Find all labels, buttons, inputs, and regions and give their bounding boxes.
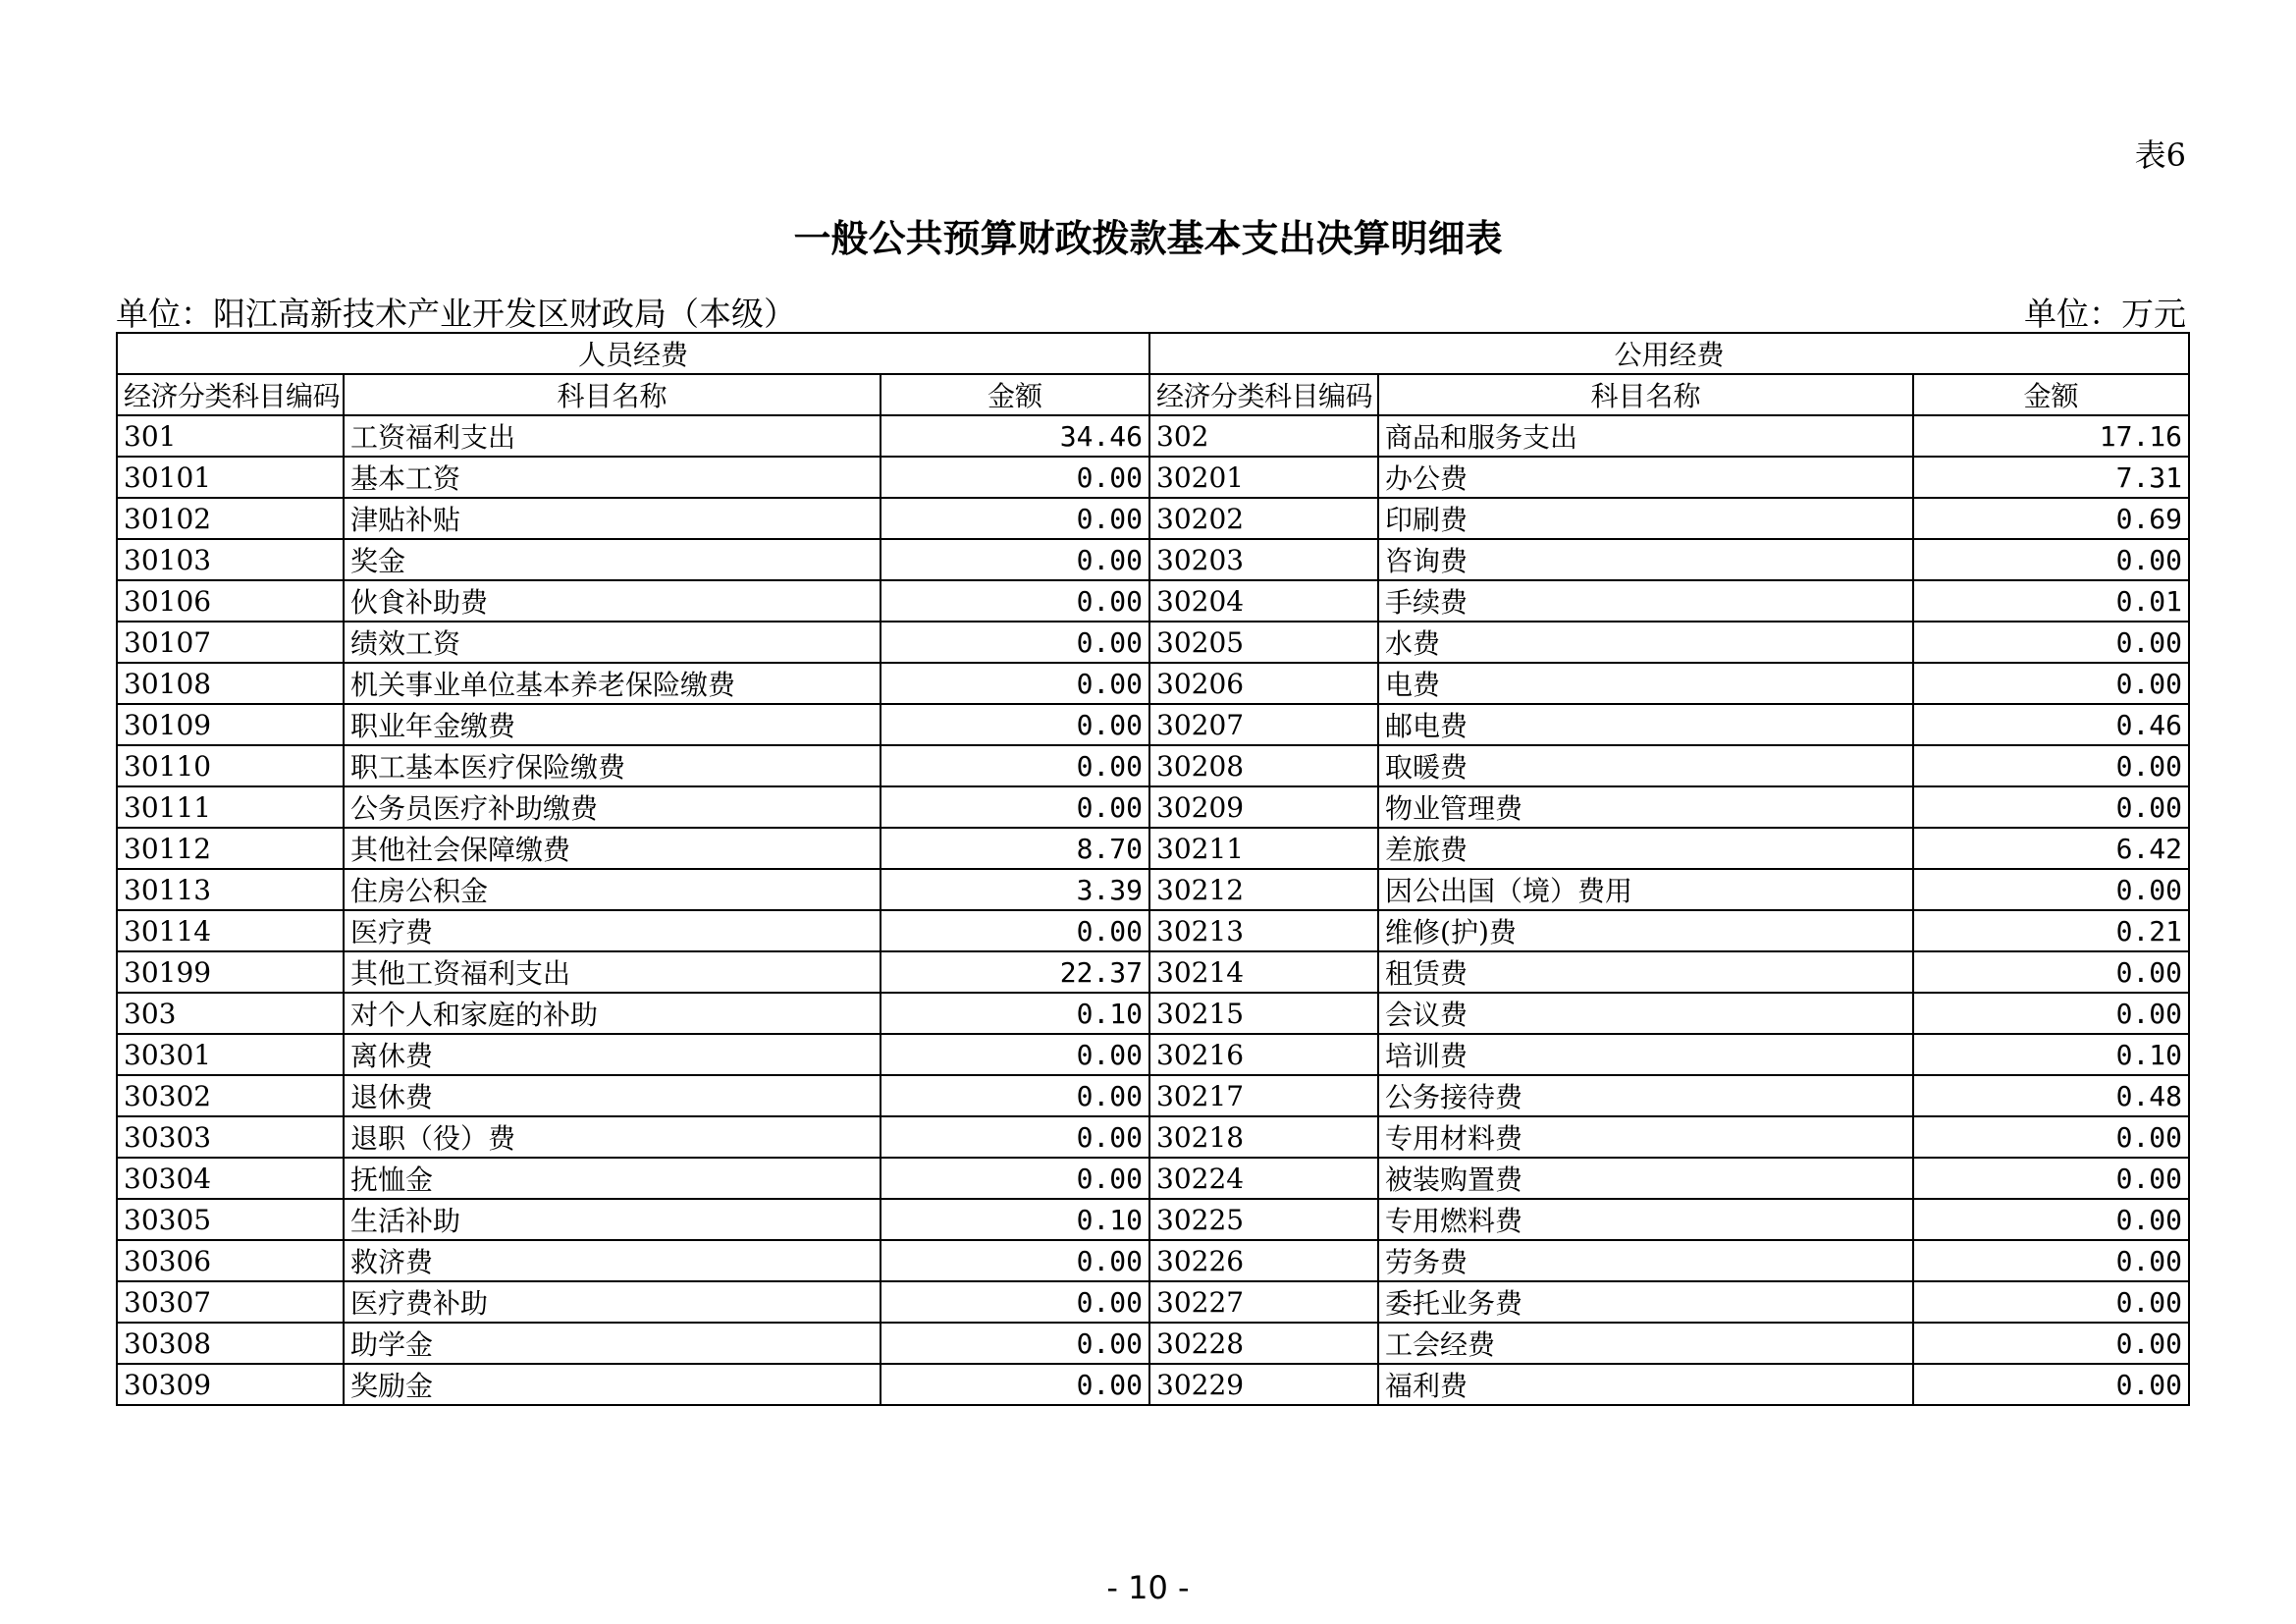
table-row: [117, 869, 2189, 910]
table-row: [117, 539, 2189, 580]
left-name-cell: 绩效工资: [344, 622, 881, 663]
right-amount-cell: 0.00: [1913, 539, 2189, 580]
right-name-header: 科目名称: [1378, 374, 1913, 415]
table-row: [117, 1240, 2189, 1281]
unit-organization: 单位：阳江高新技术产业开发区财政局（本级）: [116, 295, 796, 333]
right-code-cell: 30208: [1149, 745, 1378, 786]
right-name-cell: 商品和服务支出: [1378, 415, 1913, 457]
left-name-cell: 津贴补贴: [344, 498, 881, 539]
right-code-cell: 30211: [1149, 828, 1378, 869]
left-amount-cell: 0.00: [881, 1281, 1149, 1323]
left-amount-cell: 3.39: [881, 869, 1149, 910]
left-code-cell: 30114: [117, 910, 344, 951]
right-name-cell: 邮电费: [1378, 704, 1913, 745]
left-amount-cell: 0.00: [881, 1034, 1149, 1075]
right-amount-cell: 0.00: [1913, 869, 2189, 910]
right-amount-cell: 0.69: [1913, 498, 2189, 539]
left-name-cell: 基本工资: [344, 457, 881, 498]
left-code-cell: 30112: [117, 828, 344, 869]
right-code-cell: 30215: [1149, 993, 1378, 1034]
right-code-cell: 30213: [1149, 910, 1378, 951]
table-row: [117, 951, 2189, 993]
right-code-cell: 30201: [1149, 457, 1378, 498]
left-amount-cell: 0.00: [881, 910, 1149, 951]
right-amount-cell: 0.01: [1913, 580, 2189, 622]
left-code-cell: 30109: [117, 704, 344, 745]
left-name-cell: 其他社会保障缴费: [344, 828, 881, 869]
table-number: 表6: [2134, 136, 2186, 174]
left-code-cell: 30102: [117, 498, 344, 539]
group-header-row: [117, 333, 2189, 374]
right-name-cell: 培训费: [1378, 1034, 1913, 1075]
right-code-cell: 30217: [1149, 1075, 1378, 1116]
table-row: [117, 1075, 2189, 1116]
left-code-cell: 30303: [117, 1116, 344, 1158]
left-amount-cell: 0.00: [881, 1075, 1149, 1116]
right-name-cell: 水费: [1378, 622, 1913, 663]
right-name-cell: 物业管理费: [1378, 786, 1913, 828]
left-code-cell: 30304: [117, 1158, 344, 1199]
left-name-cell: 其他工资福利支出: [344, 951, 881, 993]
left-amount-cell: 0.00: [881, 663, 1149, 704]
left-name-cell: 医疗费补助: [344, 1281, 881, 1323]
right-amount-cell: 17.16: [1913, 415, 2189, 457]
left-amount-cell: 0.00: [881, 1116, 1149, 1158]
table-row: [117, 1199, 2189, 1240]
left-code-cell: 30309: [117, 1364, 344, 1405]
right-code-cell: 30225: [1149, 1199, 1378, 1240]
right-name-cell: 工会经费: [1378, 1323, 1913, 1364]
right-code-cell: 30229: [1149, 1364, 1378, 1405]
left-code-cell: 30111: [117, 786, 344, 828]
table-row: [117, 457, 2189, 498]
right-amount-cell: 0.46: [1913, 704, 2189, 745]
right-amount-cell: 0.00: [1913, 1199, 2189, 1240]
left-code-header: 经济分类科目编码: [117, 374, 344, 415]
left-code-cell: 30103: [117, 539, 344, 580]
left-amount-cell: 34.46: [881, 415, 1149, 457]
right-amount-cell: 0.00: [1913, 1323, 2189, 1364]
table-row: [117, 1364, 2189, 1405]
left-name-cell: 奖金: [344, 539, 881, 580]
left-name-cell: 奖励金: [344, 1364, 881, 1405]
right-code-cell: 302: [1149, 415, 1378, 457]
right-amount-cell: 0.00: [1913, 1281, 2189, 1323]
left-name-cell: 生活补助: [344, 1199, 881, 1240]
right-name-cell: 委托业务费: [1378, 1281, 1913, 1323]
right-name-cell: 会议费: [1378, 993, 1913, 1034]
public-group-header: 公用经费: [1149, 333, 2189, 374]
expenditure-detail-table: [116, 332, 2190, 1406]
table-row: [117, 415, 2189, 457]
unit-currency: 单位：万元: [2024, 295, 2186, 333]
table-row: [117, 745, 2189, 786]
left-amount-header: 金额: [881, 374, 1149, 415]
right-amount-cell: 0.00: [1913, 745, 2189, 786]
right-amount-cell: 0.00: [1913, 1364, 2189, 1405]
right-code-cell: 30228: [1149, 1323, 1378, 1364]
left-amount-cell: 0.10: [881, 993, 1149, 1034]
left-name-cell: 对个人和家庭的补助: [344, 993, 881, 1034]
table-row: [117, 663, 2189, 704]
right-name-cell: 劳务费: [1378, 1240, 1913, 1281]
right-code-cell: 30204: [1149, 580, 1378, 622]
right-name-cell: 电费: [1378, 663, 1913, 704]
left-amount-cell: 0.00: [881, 1158, 1149, 1199]
left-name-cell: 职业年金缴费: [344, 704, 881, 745]
left-name-cell: 工资福利支出: [344, 415, 881, 457]
right-amount-cell: 7.31: [1913, 457, 2189, 498]
right-amount-cell: 0.00: [1913, 622, 2189, 663]
right-amount-cell: 0.00: [1913, 786, 2189, 828]
left-amount-cell: 0.00: [881, 1364, 1149, 1405]
left-amount-cell: 8.70: [881, 828, 1149, 869]
right-amount-cell: 0.00: [1913, 993, 2189, 1034]
right-name-cell: 印刷费: [1378, 498, 1913, 539]
left-code-cell: 30107: [117, 622, 344, 663]
right-name-cell: 手续费: [1378, 580, 1913, 622]
table-row: [117, 786, 2189, 828]
left-name-cell: 退休费: [344, 1075, 881, 1116]
table-row: [117, 498, 2189, 539]
left-code-cell: 30301: [117, 1034, 344, 1075]
personnel-group-header: 人员经费: [117, 333, 1149, 374]
right-code-cell: 30202: [1149, 498, 1378, 539]
right-code-cell: 30206: [1149, 663, 1378, 704]
left-code-cell: 30306: [117, 1240, 344, 1281]
left-amount-cell: 0.00: [881, 498, 1149, 539]
left-code-cell: 30308: [117, 1323, 344, 1364]
right-name-cell: 专用材料费: [1378, 1116, 1913, 1158]
left-code-cell: 30199: [117, 951, 344, 993]
left-name-cell: 伙食补助费: [344, 580, 881, 622]
right-amount-cell: 0.21: [1913, 910, 2189, 951]
left-name-cell: 医疗费: [344, 910, 881, 951]
left-code-cell: 301: [117, 415, 344, 457]
right-amount-cell: 0.00: [1913, 1240, 2189, 1281]
left-code-cell: 30113: [117, 869, 344, 910]
right-name-cell: 专用燃料费: [1378, 1199, 1913, 1240]
right-code-header: 经济分类科目编码: [1149, 374, 1378, 415]
table-row: [117, 622, 2189, 663]
left-code-cell: 30108: [117, 663, 344, 704]
left-amount-cell: 0.00: [881, 786, 1149, 828]
left-code-cell: 30305: [117, 1199, 344, 1240]
right-amount-header: 金额: [1913, 374, 2189, 415]
right-name-cell: 咨询费: [1378, 539, 1913, 580]
right-amount-cell: 0.00: [1913, 1158, 2189, 1199]
right-name-cell: 租赁费: [1378, 951, 1913, 993]
table-row: [117, 1034, 2189, 1075]
left-name-cell: 公务员医疗补助缴费: [344, 786, 881, 828]
table-row: [117, 1116, 2189, 1158]
right-code-cell: 30207: [1149, 704, 1378, 745]
right-name-cell: 福利费: [1378, 1364, 1913, 1405]
right-name-cell: 被装购置费: [1378, 1158, 1913, 1199]
table-row: [117, 1281, 2189, 1323]
right-name-cell: 差旅费: [1378, 828, 1913, 869]
page-number: - 10 -: [1106, 1569, 1190, 1606]
left-code-cell: 303: [117, 993, 344, 1034]
left-name-cell: 救济费: [344, 1240, 881, 1281]
left-name-cell: 住房公积金: [344, 869, 881, 910]
left-name-cell: 职工基本医疗保险缴费: [344, 745, 881, 786]
table-row: [117, 704, 2189, 745]
right-amount-cell: 0.48: [1913, 1075, 2189, 1116]
left-name-header: 科目名称: [344, 374, 881, 415]
right-code-cell: 30203: [1149, 539, 1378, 580]
right-amount-cell: 0.00: [1913, 663, 2189, 704]
table-row: [117, 993, 2189, 1034]
right-name-cell: 因公出国（境）费用: [1378, 869, 1913, 910]
left-code-cell: 30110: [117, 745, 344, 786]
right-name-cell: 公务接待费: [1378, 1075, 1913, 1116]
left-code-cell: 30302: [117, 1075, 344, 1116]
right-amount-cell: 0.10: [1913, 1034, 2189, 1075]
column-header-row: [117, 374, 2189, 415]
table-row: [117, 1158, 2189, 1199]
right-name-cell: 维修(护)费: [1378, 910, 1913, 951]
table-row: [117, 828, 2189, 869]
table-body: [117, 415, 2189, 1405]
left-code-cell: 30101: [117, 457, 344, 498]
left-amount-cell: 22.37: [881, 951, 1149, 993]
left-amount-cell: 0.00: [881, 457, 1149, 498]
right-code-cell: 30209: [1149, 786, 1378, 828]
right-code-cell: 30226: [1149, 1240, 1378, 1281]
left-name-cell: 退职（役）费: [344, 1116, 881, 1158]
table-row: [117, 910, 2189, 951]
right-amount-cell: 0.00: [1913, 1116, 2189, 1158]
right-amount-cell: 6.42: [1913, 828, 2189, 869]
right-code-cell: 30218: [1149, 1116, 1378, 1158]
right-code-cell: 30224: [1149, 1158, 1378, 1199]
left-code-cell: 30307: [117, 1281, 344, 1323]
left-name-cell: 机关事业单位基本养老保险缴费: [344, 663, 881, 704]
right-code-cell: 30214: [1149, 951, 1378, 993]
left-amount-cell: 0.00: [881, 704, 1149, 745]
document-title: 一般公共预算财政拨款基本支出决算明细表: [793, 217, 1503, 260]
right-code-cell: 30227: [1149, 1281, 1378, 1323]
left-amount-cell: 0.00: [881, 1240, 1149, 1281]
left-amount-cell: 0.00: [881, 622, 1149, 663]
left-name-cell: 抚恤金: [344, 1158, 881, 1199]
left-amount-cell: 0.00: [881, 580, 1149, 622]
left-code-cell: 30106: [117, 580, 344, 622]
left-amount-cell: 0.00: [881, 539, 1149, 580]
table-row: [117, 580, 2189, 622]
left-name-cell: 离休费: [344, 1034, 881, 1075]
right-code-cell: 30205: [1149, 622, 1378, 663]
left-amount-cell: 0.10: [881, 1199, 1149, 1240]
left-amount-cell: 0.00: [881, 745, 1149, 786]
left-name-cell: 助学金: [344, 1323, 881, 1364]
right-code-cell: 30212: [1149, 869, 1378, 910]
right-name-cell: 取暖费: [1378, 745, 1913, 786]
table-row: [117, 1323, 2189, 1364]
right-name-cell: 办公费: [1378, 457, 1913, 498]
right-code-cell: 30216: [1149, 1034, 1378, 1075]
right-amount-cell: 0.00: [1913, 951, 2189, 993]
left-amount-cell: 0.00: [881, 1323, 1149, 1364]
